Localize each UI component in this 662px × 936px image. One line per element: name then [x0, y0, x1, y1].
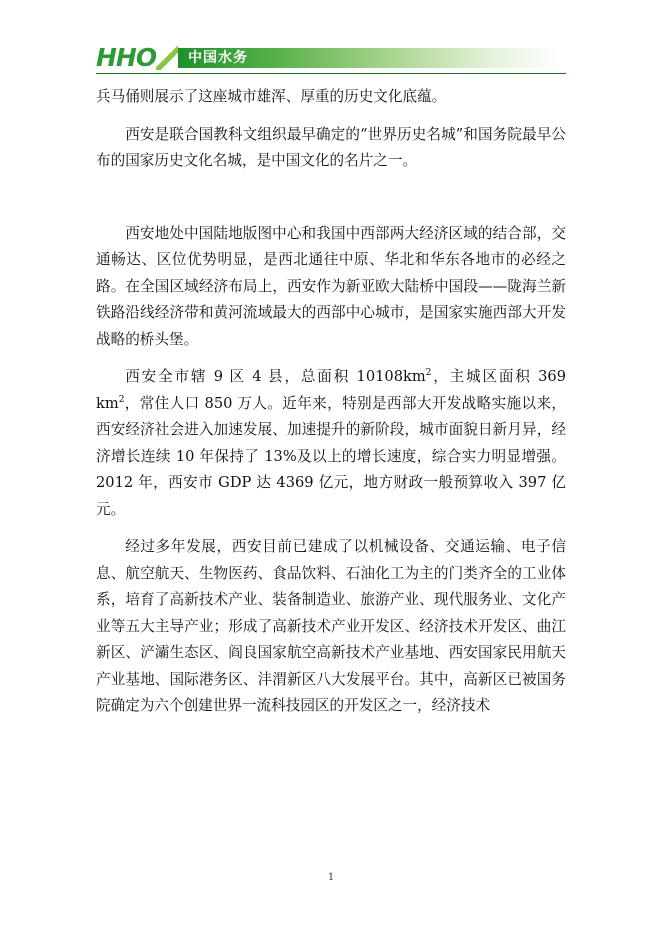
superscript-area-unit-2: 2: [118, 394, 125, 405]
paragraph-4: [96, 364, 566, 523]
paragraph-3: 西安地处中国陆地版图中心和我国中西部两大经济区域的结合部，交通畅达、区位优势明显，是西北通往中原、华北和华东各地市的必经之路。在全国区域经济布局上，西安作为新亚欧大陆桥中国段——陇海兰新铁路沿线经济带和黄河流域最大的西部中心城市，是国家实施西部大开发战略的桥头堡。: [96, 224, 566, 348]
document-body: [96, 84, 566, 720]
paragraph-4-part3: ，常住人口 850 万人。近年来，特别是西部大开发战略实施以来，西安经济社会进入加速发展、加速提升的新阶段，城市面貌日新月异，经济增长连续 10 年保持了 13%及以上的增长速度，综合实力明显增强。2012 年，西安市 GDP 达 4369 亿元，地方财政一般预算收入 397 亿元。: [96, 394, 566, 518]
paragraph-2: 西安是联合国教科文组织最早确定的“世界历史名城”和国务院最早公布的国家历史文化名城，是中国文化的名片之一。: [96, 125, 566, 169]
header-divider: [96, 73, 566, 74]
superscript-area-unit: 2: [425, 368, 432, 379]
logo-swoosh-icon: [156, 46, 178, 70]
header-logo: [96, 44, 566, 74]
paragraph-4-part1: 西安全市辖 9 区 4 县，总面积 10108km: [125, 368, 426, 385]
paragraph-5: 经过多年发展，西安目前已建成了以机械设备、交通运输、电子信息、航空航天、生物医药、食品饮料、石油化工为主的门类齐全的工业体系，培育了高新技术产业、装备制造业、旅游产业、现代服务业、文化产业等五大主导产业；形成了高新技术产业开发区、经济技术开发区、曲江新区、浐灞生态区、阎良国家航空高新技术产业基地、西安国家民用航天产业基地、国际港务区、沣渭新区八大发展平台。其中，高新区已被国务院确定为六个创建世界一流科技园区的开发区之一，经济技术: [96, 538, 566, 714]
paragraph-1: 兵马俑则展示了这座城市雄浑、厚重的历史文化底蕴。: [96, 88, 447, 105]
page-number: 1: [327, 872, 335, 883]
logo-text: 中国水务: [188, 50, 248, 66]
paragraph-4-part2: ，主城区面积 369 km: [96, 368, 566, 412]
logo-mark: HHO: [96, 43, 157, 72]
